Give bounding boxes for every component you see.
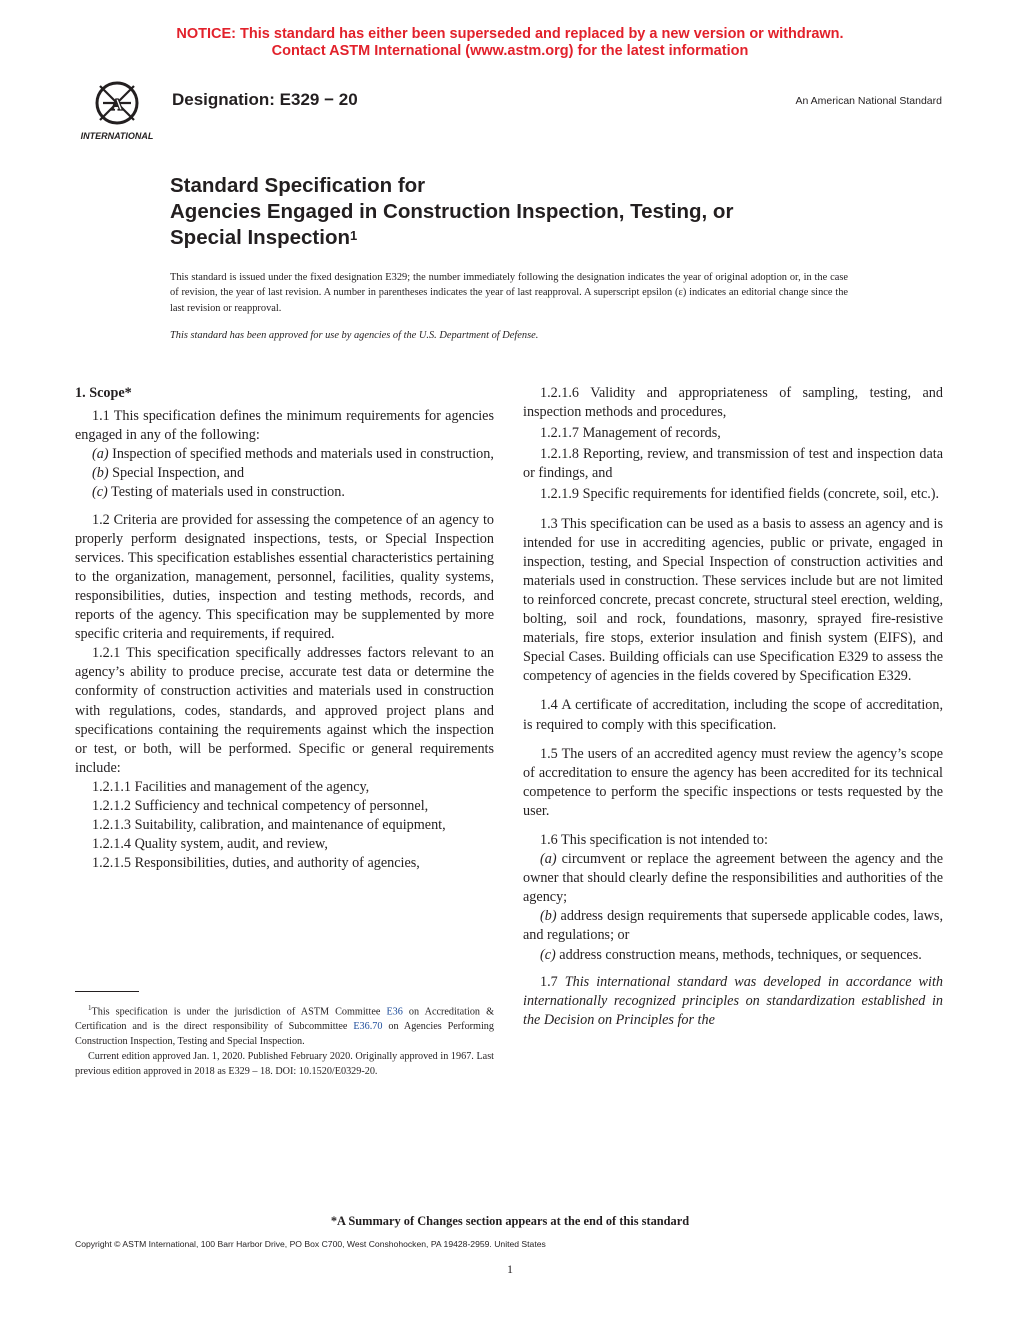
footnote-edition: Current edition approved Jan. 1, 2020. Published February 2020. Originally approved in 1967. Last previous edition approved in 2018 as E329 – 18. DOI: 10.1520/E0329-20. bbox=[75, 1051, 494, 1078]
svg-text:A: A bbox=[110, 95, 124, 114]
para-1-2: 1.2 Criteria are provided for assessing the competence of an agency to properly perform designated inspections, tests, or Special Inspection services. This specification establishes essential characteristics pertaining to the organization, management, personnel, facilities, quality systems, responsibilities, duties, inspection and testing methods, records, and reports of the agency. This specification may be supplemented by more specific criteria and requirements, if required. bbox=[75, 511, 494, 643]
issuance-statement: This standard is issued under the fixed designation E329; the number immediately following the designation indicates the year of original adoption or, in the case of revision, the year of last revision. A number in parentheses indicates the year of last reapproval. A superscript epsilon (ε) indicates an editorial change since the last revision or reapproval. bbox=[170, 272, 848, 314]
document-title bbox=[170, 173, 733, 251]
committee-link-e36[interactable]: E36 bbox=[386, 1006, 403, 1018]
subcommittee-link-e3670[interactable]: E36.70 bbox=[353, 1021, 383, 1033]
para-1-2-1-9: 1.2.1.9 Specific requirements for identified fields (concrete, soil, etc.). bbox=[540, 486, 940, 503]
copyright: Copyright © ASTM International, 100 Barr Harbor Drive, PO Box C700, West Conshohocken, PA 19428-2959. United States bbox=[75, 1239, 546, 1249]
footnote-1: $^1$This specification is under the jurisdiction of ASTM Committee E36 on Accreditation & Certification and is the direct responsibility of Subcommittee E36.70 on Agencies Performing Construction Inspection, Testing and Special Inspection. bbox=[75, 1004, 494, 1048]
para-1-2-1-5: 1.2.1.5 Responsibilities, duties, and authority of agencies, bbox=[92, 855, 420, 872]
left-column bbox=[75, 384, 494, 873]
designation: Designation: E329 − 20 bbox=[172, 90, 358, 109]
exclusion-item-b: (b) address design requirements that supersede applicable codes, laws, and regulations; or bbox=[523, 908, 943, 944]
title-line-1: Standard Specification for bbox=[170, 174, 426, 197]
astm-logo bbox=[74, 76, 160, 142]
summary-of-changes-note: *A Summary of Changes section appears at the end of this standard bbox=[330, 1214, 690, 1228]
para-1-2-1-4: 1.2.1.4 Quality system, audit, and review, bbox=[92, 836, 328, 853]
list-item-c: (c) Testing of materials used in construction. bbox=[92, 484, 345, 501]
footnote-divider bbox=[75, 991, 139, 992]
notice-line-2: Contact ASTM International (www.astm.org) for the latest information bbox=[271, 43, 749, 59]
para-1-2-1: 1.2.1 This specification specifically addresses factors relevant to an agency’s ability to produce precise, accurate test data or determine the conformity of construction activities and materials used in construction with regulations, codes, standards, and approved project plans and specifications containing the requirements against which the inspection or test, or both, will be performed. Specific or general requirements include: bbox=[75, 645, 494, 776]
exclusion-item-a: (a) circumvent or replace the agreement between the agency and the owner that should clearly define the responsibilities and authorities of the agency; bbox=[523, 851, 943, 906]
footnote bbox=[75, 1001, 494, 1079]
list-item-b: (b) Special Inspection, and bbox=[92, 465, 245, 482]
page-number: 1 bbox=[507, 1262, 513, 1276]
para-1-2-1-8: 1.2.1.8 Reporting, review, and transmission of test and inspection data or findings, and bbox=[523, 446, 943, 482]
para-1-2-1-6: 1.2.1.6 Validity and appropriateness of sampling, testing, and inspection methods and procedures, bbox=[523, 385, 943, 421]
title-line-2: Agencies Engaged in Construction Inspection, Testing, or bbox=[170, 200, 734, 223]
title-footnote-ref[interactable]: 1 bbox=[350, 228, 358, 243]
para-1-2-1-2: 1.2.1.2 Sufficiency and technical competency of personnel, bbox=[92, 797, 429, 814]
para-1-2-1-1: 1.2.1.1 Facilities and management of the agency, bbox=[92, 778, 370, 795]
para-1-2-1-7: 1.2.1.7 Management of records, bbox=[540, 425, 721, 442]
defense-approval: This standard has been approved for use by agencies of the U.S. Department of Defense. bbox=[170, 330, 539, 341]
logo-wordmark: INTERNATIONAL bbox=[80, 131, 154, 141]
right-column bbox=[523, 384, 943, 1030]
para-1-1: 1.1 This specification defines the minimum requirements for agencies engaged in any of the following: bbox=[75, 408, 494, 444]
para-1-2-1-3: 1.2.1.3 Suitability, calibration, and maintenance of equipment, bbox=[92, 817, 446, 834]
para-1-5: 1.5 The users of an accredited agency must review the agency’s scope of accreditation to ensure the agency has been accredited for its technical competence to perform the specific inspections or tests requested by the user. bbox=[523, 745, 943, 819]
para-1-6: 1.6 This specification is not intended to: bbox=[540, 831, 768, 848]
list-item-a: (a) Inspection of specified methods and materials used in construction, bbox=[92, 446, 494, 463]
national-standard-label: An American National Standard bbox=[795, 95, 942, 107]
section-heading-scope: 1. Scope* bbox=[75, 385, 132, 401]
para-1-3: 1.3 This specification can be used as a basis to assess an agency and is intended for use in accrediting agencies, public or private, engaged in inspection, testing, and Special Inspection of construction activities and materials used in construction. These services include but are not limited to reinforced concrete, precast concrete, structural steel erection, welding, bolting, soil and rock, foundations, masonry, sprayed fire-resistive materials, fire stops, exterior insulation and finish system (EIFS), and Special Cases. Building officials can use Specification E329 to assess the competency of agencies in the fields covered by Specification E329. bbox=[523, 515, 943, 685]
exclusion-item-c: (c) address construction means, methods, techniques, or sequences. bbox=[540, 946, 922, 963]
title-line-3: Special Inspection bbox=[170, 226, 350, 249]
para-1-7: 1.7 This international standard was developed in accordance with internationally recognized principles on standardization established in the Decision on Principles for the bbox=[523, 973, 943, 1028]
notice-line-1: NOTICE: This standard has either been superseded and replaced by a new version or withdrawn. bbox=[176, 26, 844, 42]
withdrawal-notice bbox=[0, 26, 1020, 60]
para-1-4: 1.4 A certificate of accreditation, including the scope of accreditation, is required to comply with this specification. bbox=[523, 697, 943, 733]
